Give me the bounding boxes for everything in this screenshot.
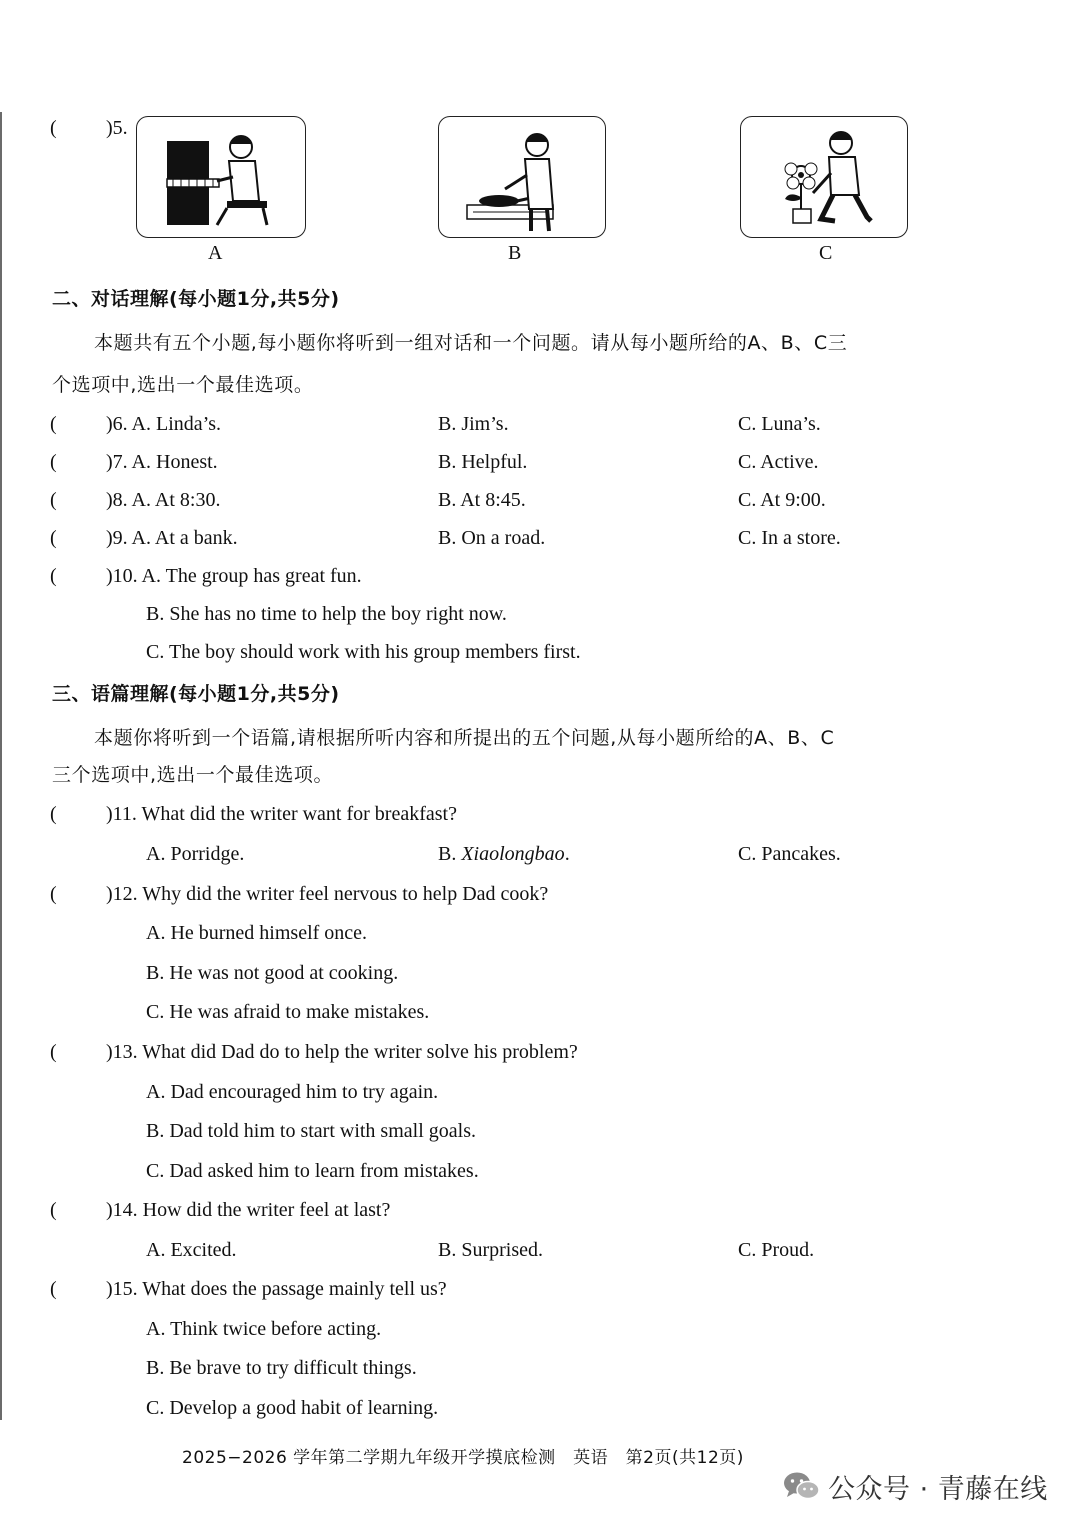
answer-paren: (	[50, 1278, 57, 1300]
option-label-b: B	[508, 242, 522, 264]
wechat-icon	[782, 1470, 820, 1502]
question-text: )14. How did the writer feel at last?	[106, 1199, 391, 1221]
question-option-a: )10. A. The group has great fun.	[106, 565, 362, 587]
answer-paren: (	[50, 1199, 57, 1221]
answer-paren: (	[50, 1041, 57, 1063]
question-option-c: C. Develop a good habit of learning.	[146, 1397, 439, 1419]
section-instruction: 本题共有五个小题,每小题你将听到一组对话和一个问题。请从每小题所给的A、B、C三	[94, 332, 848, 354]
question-text: )12. Why did the writer feel nervous to help Dad cook?	[106, 883, 549, 905]
question-option-a: )6. A. Linda’s.	[106, 413, 221, 435]
question-option-a: A. Think twice before acting.	[146, 1318, 382, 1340]
cooking-illustration	[439, 117, 605, 237]
section-heading: 三、语篇理解(每小题1分,共5分)	[52, 683, 340, 705]
question-option-b: B. Surprised.	[438, 1239, 543, 1261]
watermark	[782, 1466, 1048, 1506]
piano-illustration	[137, 117, 305, 237]
section-heading: 二、对话理解(每小题1分,共5分)	[52, 288, 340, 310]
question-option-b: B. Dad told him to start with small goals.	[146, 1120, 476, 1142]
question-option-c: C. Luna’s.	[738, 413, 821, 435]
question-option-b: B. Jim’s.	[438, 413, 509, 435]
question-text: )13. What did Dad do to help the writer solve his problem?	[106, 1041, 578, 1063]
answer-paren: (	[50, 489, 57, 511]
picture-option-b	[438, 116, 606, 238]
option-label-c: C	[819, 242, 833, 264]
answer-paren: (	[50, 413, 57, 435]
question-option-c: C. The boy should work with his group members first.	[146, 641, 581, 663]
section-instruction: 本题你将听到一个语篇,请根据所听内容和所提出的五个问题,从每小题所给的A、B、C	[94, 727, 835, 749]
option-label-a: A	[208, 242, 223, 264]
question-option-b: B. Helpful.	[438, 451, 528, 473]
planting-illustration	[741, 117, 907, 237]
question-option-b: B. He was not good at cooking.	[146, 962, 399, 984]
picture-option-c	[740, 116, 908, 238]
question-text: )15. What does the passage mainly tell us?	[106, 1278, 447, 1300]
answer-paren: (	[50, 803, 57, 825]
section-instruction: 个选项中,选出一个最佳选项。	[52, 374, 314, 396]
question-option-b: B. On a road.	[438, 527, 546, 549]
question-option-c: C. At 9:00.	[738, 489, 826, 511]
question-option-a: )9. A. At a bank.	[106, 527, 238, 549]
answer-paren: (	[50, 883, 57, 905]
watermark-text: 公众号 · 青藤在线	[828, 1473, 1048, 1505]
question-option-a: )7. A. Honest.	[106, 451, 218, 473]
question-option-a: A. Porridge.	[146, 843, 245, 865]
question-option-c: C. Proud.	[738, 1239, 815, 1261]
picture-option-a	[136, 116, 306, 238]
answer-paren: (	[50, 117, 57, 139]
page-footer: 2025−2026 学年第二学期九年级开学摸底检测 英语 第2页(共12页)	[182, 1448, 744, 1468]
question-option-b: B. At 8:45.	[438, 489, 526, 511]
question-option-a: A. He burned himself once.	[146, 922, 368, 944]
question-text: )11. What did the writer want for breakfast?	[106, 803, 457, 825]
question-option-c: C. Dad asked him to learn from mistakes.	[146, 1160, 479, 1182]
answer-paren: (	[50, 451, 57, 473]
question-option-a: A. Excited.	[146, 1239, 237, 1261]
question-option-b: B. Be brave to try difficult things.	[146, 1357, 417, 1379]
section-instruction: 三个选项中,选出一个最佳选项。	[52, 764, 334, 786]
question-option-c: C. Active.	[738, 451, 819, 473]
margin-line	[0, 112, 2, 1420]
question-option-b: B. She has no time to help the boy right now.	[146, 603, 507, 625]
question-number: )5.	[106, 117, 128, 139]
question-option-c: C. In a store.	[738, 527, 841, 549]
question-option-c: C. He was afraid to make mistakes.	[146, 1001, 430, 1023]
question-option-a: )8. A. At 8:30.	[106, 489, 221, 511]
question-option-a: A. Dad encouraged him to try again.	[146, 1081, 439, 1103]
answer-paren: (	[50, 565, 57, 587]
answer-paren: (	[50, 527, 57, 549]
question-option-b: B. Xiaolongbao.	[438, 843, 570, 865]
question-option-c: C. Pancakes.	[738, 843, 841, 865]
